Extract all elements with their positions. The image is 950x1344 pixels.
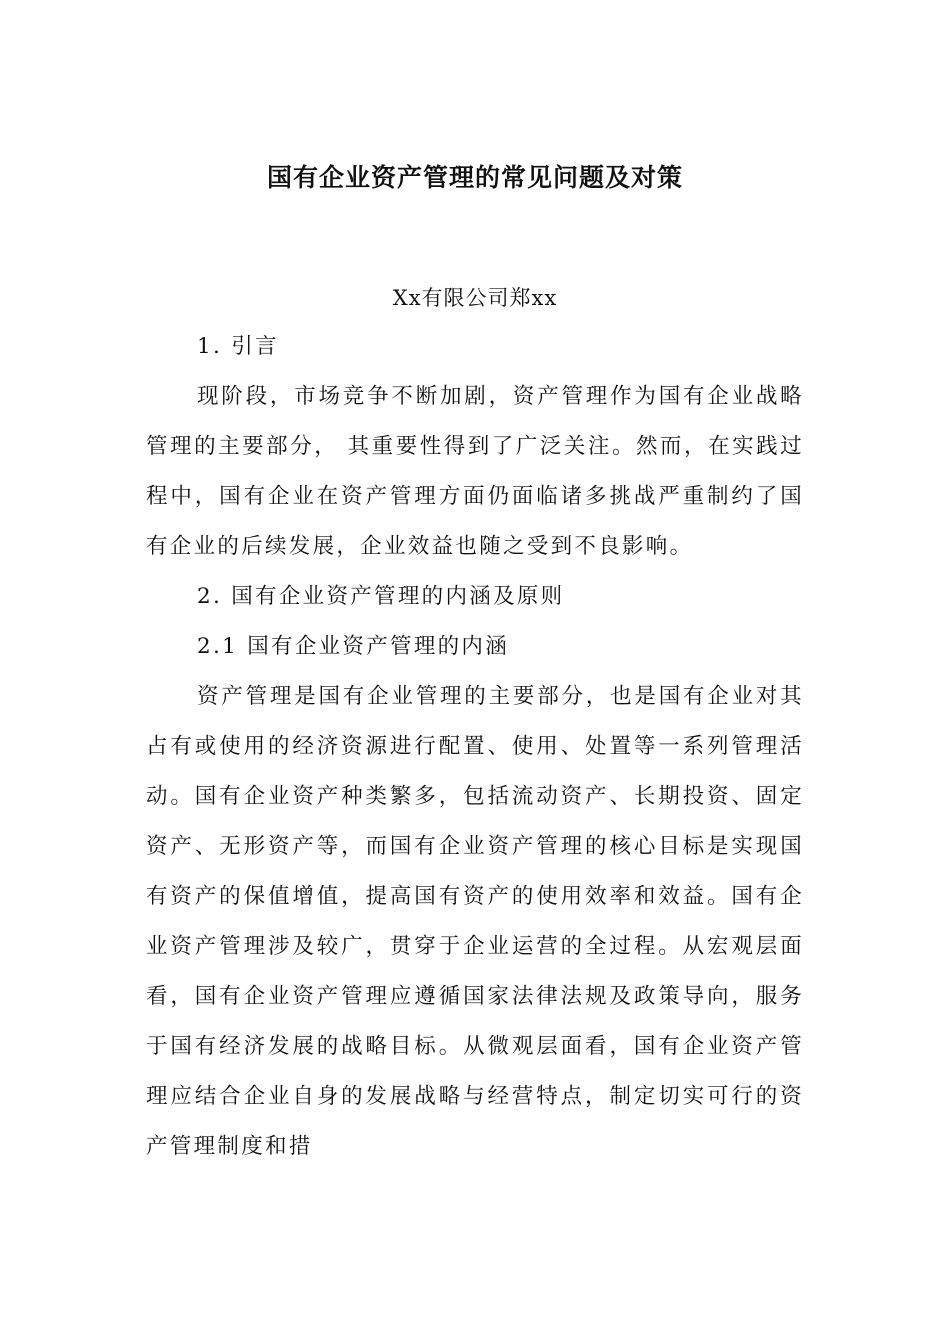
intro-paragraph: 现阶段，市场竞争不断加剧，资产管理作为国有企业战略管理的主要部分， 其重要性得到了广泛关注。然而，在实践过程中，国有企业在资产管理方面仍面临诸多挑战严重制约了国有企业的后续发展，企业效益也随之受到不良影响。 bbox=[146, 384, 804, 559]
section-2-1-heading: 2.1 国有企业资产管理的内涵 bbox=[197, 634, 510, 659]
intro-heading: 1. 引言 bbox=[197, 334, 279, 359]
section-2-1-paragraph: 资产管理是国有企业管理的主要部分，也是国有企业对其占有或使用的经济资源进行配置、使用、处置等一系列管理活动。国有企业资产种类繁多，包括流动资产、长期投资、固定资产、无形资产等，而国有企业资产管理的核心目标是实现国有资产的保值增值，提高国有资产的使用效率和效益。国有企业资产管理涉及较广，贯穿于企业运营的全过程。从宏观层面看，国有企业资产管理应遵循国家法律法规及政策导向，服务于国有经济发展的战略目标。从微观层面看，国有企业资产管理应结合企业自身的发展战略与经营特点，制定切实可行的资产管理制度和措 bbox=[146, 684, 804, 1159]
document-body bbox=[146, 322, 804, 1172]
section-2-heading: 2. 国有企业资产管理的内涵及原则 bbox=[197, 584, 565, 609]
document-title: 国有企业资产管理的常见问题及对策 bbox=[266, 163, 683, 192]
document-author: Xx有限公司郑xx bbox=[392, 286, 558, 310]
